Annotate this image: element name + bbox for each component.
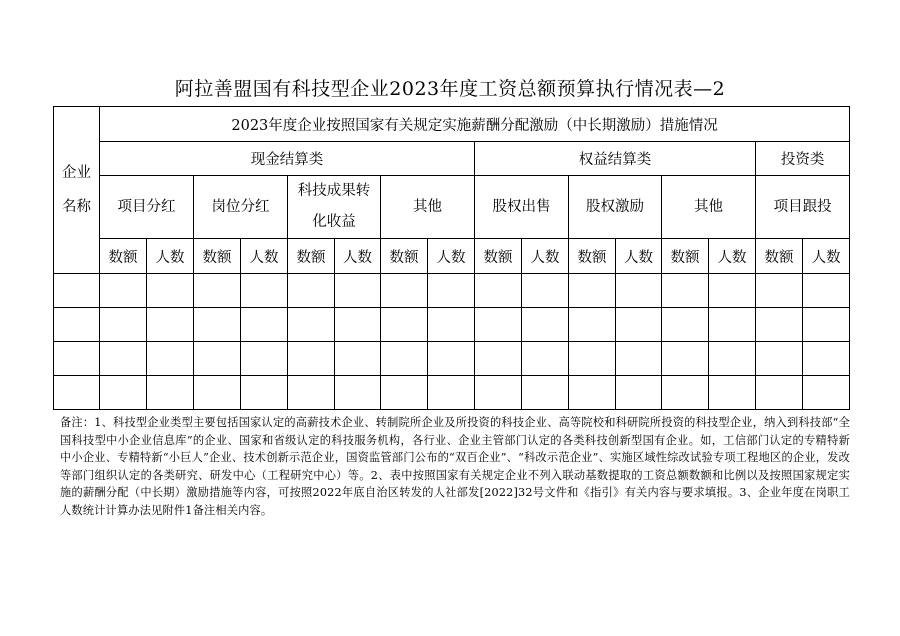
people-cell[interactable] xyxy=(709,342,756,376)
table-row xyxy=(54,342,850,376)
people-cell[interactable] xyxy=(428,308,475,342)
people-cell[interactable] xyxy=(335,274,381,308)
amount-cell[interactable] xyxy=(475,376,522,410)
tech-transfer-line1: 科技成果转 xyxy=(297,183,371,199)
people-cell[interactable] xyxy=(335,376,381,410)
people-cell[interactable] xyxy=(803,376,850,410)
subheader-people: 人数 xyxy=(241,239,288,274)
people-cell[interactable] xyxy=(709,274,756,308)
amount-cell[interactable] xyxy=(475,342,522,376)
people-cell[interactable] xyxy=(335,308,381,342)
page-title: 阿拉善盟国有科技型企业2023年度工资总额预算执行情况表—2 xyxy=(174,78,726,100)
amount-cell[interactable] xyxy=(194,376,241,410)
subheader-row xyxy=(54,239,850,274)
people-cell[interactable] xyxy=(428,274,475,308)
people-cell[interactable] xyxy=(147,376,194,410)
people-cell[interactable] xyxy=(709,376,756,410)
table-row xyxy=(54,308,850,342)
subheader-amount: 数额 xyxy=(569,239,616,274)
subheader-amount: 数额 xyxy=(756,239,803,274)
people-cell[interactable] xyxy=(335,342,381,376)
amount-cell[interactable] xyxy=(100,342,147,376)
item-position-dividend: 岗位分红 xyxy=(194,176,288,239)
enterprise-name-cell[interactable] xyxy=(54,342,100,376)
enterprise-label-line2: 名称 xyxy=(62,199,91,215)
amount-cell[interactable] xyxy=(381,308,428,342)
subheader-people: 人数 xyxy=(147,239,194,274)
footnote: 备注：1、科技型企业类型主要包括国家认定的高薪技术企业、转制院所企业及所投资的科技企业、高等院校和科研院所投资的科技型企业，纳入到科技部“全国科技型中小企业信息库”的企业、国家和省级认定的科技服务机构，各行业、企业主管部门认定的各类科技创新型国有企业。如，工信部门认定的专精特新中小企业、专精特新“小巨人”企业、技术创新示范企业，国资监管部门公布的“双百企业”、“科改示范企业”、实施区域性综改试验专项工程地区的企业，发改等部门组织认定的各类研究、研发中心（工程研究中心）等。2、表中按照国家有关规定企业不列入联动基数提取的工资总额数额和比例以及按照国家规定实施的薪酬分配（中长期）激励措施等内容，可按照2022年底自治区转发的人社部发[2022]32号文件和《指引》有关内容与要求填报。3、企业年度在岗职工人数统计计算办法见附件1备注相关内容。 xyxy=(60,416,850,517)
people-cell[interactable] xyxy=(616,308,662,342)
amount-cell[interactable] xyxy=(100,376,147,410)
amount-cell[interactable] xyxy=(569,376,616,410)
subheader-people: 人数 xyxy=(522,239,569,274)
amount-cell[interactable] xyxy=(100,274,147,308)
amount-cell[interactable] xyxy=(288,274,335,308)
amount-cell[interactable] xyxy=(662,342,709,376)
people-cell[interactable] xyxy=(616,274,662,308)
item-equity-other: 其他 xyxy=(662,176,756,239)
amount-cell[interactable] xyxy=(475,308,522,342)
item-equity-sale: 股权出售 xyxy=(475,176,569,239)
amount-cell[interactable] xyxy=(288,376,335,410)
enterprise-name-header xyxy=(54,107,100,274)
amount-cell[interactable] xyxy=(288,308,335,342)
subheader-amount: 数额 xyxy=(381,239,428,274)
amount-cell[interactable] xyxy=(569,342,616,376)
amount-cell[interactable] xyxy=(475,274,522,308)
amount-cell[interactable] xyxy=(662,308,709,342)
tech-transfer-line2: 化收益 xyxy=(312,214,356,230)
amount-cell[interactable] xyxy=(756,274,803,308)
people-cell[interactable] xyxy=(616,342,662,376)
people-cell[interactable] xyxy=(241,376,288,410)
subheader-amount: 数额 xyxy=(194,239,241,274)
table-row xyxy=(54,376,850,410)
people-cell[interactable] xyxy=(147,308,194,342)
subheader-amount: 数额 xyxy=(475,239,522,274)
item-project-followup: 项目跟投 xyxy=(756,176,850,239)
amount-cell[interactable] xyxy=(381,274,428,308)
amount-cell[interactable] xyxy=(288,342,335,376)
people-cell[interactable] xyxy=(803,274,850,308)
amount-cell[interactable] xyxy=(194,342,241,376)
amount-cell[interactable] xyxy=(756,376,803,410)
amount-cell[interactable] xyxy=(100,308,147,342)
subheader-people: 人数 xyxy=(616,239,662,274)
amount-cell[interactable] xyxy=(194,308,241,342)
enterprise-name-cell[interactable] xyxy=(54,308,100,342)
amount-cell[interactable] xyxy=(381,342,428,376)
item-cash-other: 其他 xyxy=(381,176,475,239)
people-cell[interactable] xyxy=(709,308,756,342)
people-cell[interactable] xyxy=(803,308,850,342)
people-cell[interactable] xyxy=(147,342,194,376)
table-row xyxy=(54,274,850,308)
amount-cell[interactable] xyxy=(756,308,803,342)
subheader-amount: 数额 xyxy=(288,239,335,274)
enterprise-label-line1: 企业 xyxy=(62,165,91,181)
amount-cell[interactable] xyxy=(756,342,803,376)
amount-cell[interactable] xyxy=(381,376,428,410)
amount-cell[interactable] xyxy=(662,274,709,308)
amount-cell[interactable] xyxy=(662,376,709,410)
people-cell[interactable] xyxy=(522,376,569,410)
amount-cell[interactable] xyxy=(194,274,241,308)
item-project-dividend: 项目分红 xyxy=(100,176,194,239)
subheader-amount: 数额 xyxy=(100,239,147,274)
people-cell[interactable] xyxy=(803,342,850,376)
section-header: 2023年度企业按照国家有关规定实施薪酬分配激励（中长期激励）措施情况 xyxy=(100,107,850,142)
enterprise-name-cell[interactable] xyxy=(54,274,100,308)
budget-execution-table xyxy=(53,106,850,410)
people-cell[interactable] xyxy=(241,342,288,376)
enterprise-name-cell[interactable] xyxy=(54,376,100,410)
item-equity-incentive: 股权激励 xyxy=(569,176,662,239)
people-cell[interactable] xyxy=(428,376,475,410)
item-tech-transfer-income xyxy=(288,176,381,239)
people-cell[interactable] xyxy=(522,308,569,342)
people-cell[interactable] xyxy=(241,308,288,342)
group-equity-settlement: 权益结算类 xyxy=(475,142,756,176)
people-cell[interactable] xyxy=(428,342,475,376)
group-cash-settlement: 现金结算类 xyxy=(100,142,475,176)
data-rows xyxy=(54,274,850,410)
subheader-people: 人数 xyxy=(428,239,475,274)
subheader-amount: 数额 xyxy=(662,239,709,274)
amount-cell[interactable] xyxy=(569,274,616,308)
people-cell[interactable] xyxy=(616,376,662,410)
amount-cell[interactable] xyxy=(569,308,616,342)
group-investment: 投资类 xyxy=(756,142,850,176)
people-cell[interactable] xyxy=(241,274,288,308)
people-cell[interactable] xyxy=(522,342,569,376)
subheader-people: 人数 xyxy=(709,239,756,274)
subheader-people: 人数 xyxy=(335,239,381,274)
people-cell[interactable] xyxy=(522,274,569,308)
subheader-people: 人数 xyxy=(803,239,850,274)
people-cell[interactable] xyxy=(147,274,194,308)
